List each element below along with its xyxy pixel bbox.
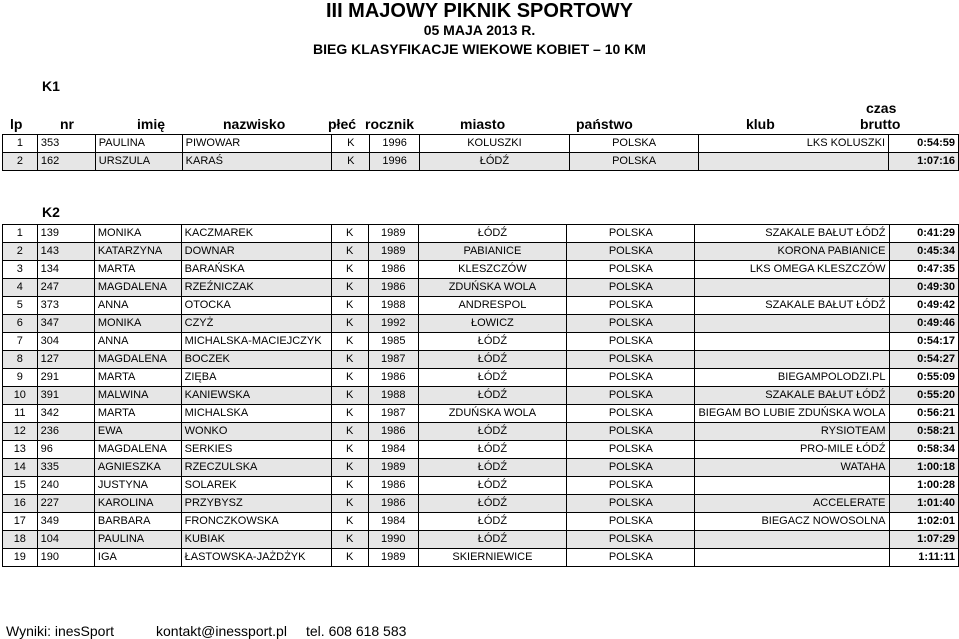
cell-lp: 6 [3,315,38,333]
cell-czas: 1:00:28 [889,477,958,495]
cell-lp: 4 [3,279,38,297]
cell-nazwisko: RZEŹNICZAK [181,279,331,297]
cell-czas: 0:41:29 [889,225,958,243]
page-title: III MAJOWY PIKNIK SPORTOWY [325,0,634,22]
cell-czas: 1:07:16 [889,153,959,171]
cell-plec: K [331,315,368,333]
cell-miasto: ZDUŃSKA WOLA [418,405,567,423]
cell-czas: 1:00:18 [889,459,958,477]
cell-nazwisko: KARAŚ [182,153,332,171]
cell-imie: MARTA [94,405,181,423]
cell-nr: 335 [37,459,94,477]
cell-rocznik: 1988 [368,297,418,315]
header-imie: imię [137,116,166,132]
cell-plec: K [332,135,370,153]
cell-panstwo: POLSKA [567,225,695,243]
cell-nazwisko: BOCZEK [181,351,331,369]
cell-klub [695,315,889,333]
cell-klub [695,477,889,495]
cell-nr: 134 [37,261,94,279]
cell-panstwo: POLSKA [567,369,695,387]
cell-panstwo: POLSKA [567,333,695,351]
cell-rocznik: 1987 [368,351,418,369]
cell-nr: 240 [37,477,94,495]
cell-nr: 373 [37,297,94,315]
cell-rocznik: 1989 [368,225,418,243]
cell-klub [695,279,889,297]
table-row [3,261,959,279]
cell-nazwisko: ZIĘBA [181,369,331,387]
cell-klub: SZAKALE BAŁUT ŁÓDŹ [695,225,889,243]
cell-nazwisko: PIWOWAR [182,135,332,153]
table-row [3,351,959,369]
cell-rocznik: 1986 [368,369,418,387]
cell-panstwo: POLSKA [567,459,695,477]
cell-miasto: ŁÓDŹ [418,387,567,405]
cell-plec: K [331,513,368,531]
cell-nazwisko: MICHALSKA-MACIEJCZYK [181,333,331,351]
cell-rocznik: 1989 [368,549,418,567]
cell-lp: 2 [3,243,38,261]
cell-klub: SZAKALE BAŁUT ŁÓDŹ [695,297,889,315]
header-klub: klub [746,116,775,132]
cell-miasto: ŁÓDŹ [418,495,567,513]
cell-lp: 2 [3,153,38,171]
cell-nr: 304 [37,333,94,351]
cell-lp: 3 [3,261,38,279]
cell-nr: 127 [37,351,94,369]
cell-panstwo: POLSKA [567,315,695,333]
cell-klub: WATAHA [695,459,889,477]
table-row [3,549,959,567]
footer-results-by: Wyniki: inesSport [6,623,115,639]
cell-panstwo: POLSKA [567,351,695,369]
cell-miasto: ŁÓDŹ [418,333,567,351]
cell-czas: 0:58:21 [889,423,958,441]
cell-panstwo: POLSKA [567,279,695,297]
cell-nazwisko: KACZMAREK [181,225,331,243]
cell-rocznik: 1986 [368,279,418,297]
cell-panstwo: POLSKA [567,441,695,459]
cell-rocznik: 1996 [370,135,420,153]
cell-nazwisko: SERKIES [181,441,331,459]
cell-lp: 12 [3,423,38,441]
table-row [3,333,959,351]
cell-lp: 15 [3,477,38,495]
cell-nazwisko: KANIEWSKA [181,387,331,405]
cell-imie: ANNA [94,297,181,315]
cell-plec: K [331,261,368,279]
table-row [3,495,959,513]
cell-czas: 0:54:17 [889,333,958,351]
cell-panstwo: POLSKA [567,531,695,549]
cell-klub: SZAKALE BAŁUT ŁÓDŹ [695,387,889,405]
cell-panstwo: POLSKA [569,135,699,153]
table-row [3,315,959,333]
cell-plec: K [331,225,368,243]
cell-plec: K [331,297,368,315]
cell-nazwisko: CZYŻ [181,315,331,333]
cell-plec: K [331,459,368,477]
cell-miasto: ŁÓDŹ [418,423,567,441]
cell-nazwisko: KUBIAK [181,531,331,549]
cell-imie: MAGDALENA [94,441,181,459]
cell-plec: K [331,369,368,387]
header-czas: czas [866,100,897,116]
cell-nazwisko: PRZYBYSZ [181,495,331,513]
cell-klub: BIEGACZ NOWOSOLNA [695,513,889,531]
cell-plec: K [331,477,368,495]
cell-imie: KATARZYNA [94,243,181,261]
cell-nr: 236 [37,423,94,441]
header-rocznik: rocznik [365,116,415,132]
header-panstwo: państwo [576,116,633,132]
cell-panstwo: POLSKA [567,297,695,315]
table-row [3,513,959,531]
cell-plec: K [331,387,368,405]
cell-plec: K [331,531,368,549]
cell-nazwisko: SOLAREK [181,477,331,495]
cell-czas: 0:49:30 [889,279,958,297]
cell-czas: 1:01:40 [889,495,958,513]
cell-nr: 104 [37,531,94,549]
table-row [3,531,959,549]
results-table-k1 [2,134,959,171]
cell-rocznik: 1986 [368,261,418,279]
cell-plec: K [331,441,368,459]
results-table-k2 [2,224,959,567]
cell-czas: 0:58:34 [889,441,958,459]
cell-klub [695,531,889,549]
cell-lp: 13 [3,441,38,459]
cell-panstwo: POLSKA [567,243,695,261]
cell-rocznik: 1989 [368,459,418,477]
table-row [3,369,959,387]
cell-klub: LKS KOLUSZKI [699,135,889,153]
table-row [3,297,959,315]
cell-rocznik: 1989 [368,243,418,261]
cell-nr: 353 [37,135,95,153]
cell-miasto: ŁÓDŹ [420,153,570,171]
cell-plec: K [331,405,368,423]
table-row [3,423,959,441]
cell-imie: MONIKA [94,225,181,243]
cell-czas: 1:02:01 [889,513,958,531]
cell-czas: 1:11:11 [889,549,958,567]
cell-klub: PRO-MILE ŁÓDŹ [695,441,889,459]
cell-miasto: PABIANICE [418,243,567,261]
cell-klub: BIEGAM BO LUBIE ZDUŃSKA WOLA [695,405,889,423]
cell-miasto: ŁÓDŹ [418,459,567,477]
cell-imie: MALWINA [94,387,181,405]
cell-lp: 19 [3,549,38,567]
cell-czas: 0:54:59 [889,135,959,153]
cell-lp: 9 [3,369,38,387]
cell-panstwo: POLSKA [567,513,695,531]
cell-rocznik: 1986 [368,423,418,441]
table-row [3,135,959,153]
cell-imie: URSZULA [95,153,182,171]
cell-klub: KORONA PABIANICE [695,243,889,261]
page-subtitle: BIEG KLASYFIKACJE WIEKOWE KOBIET – 10 KM [313,41,646,57]
cell-nr: 342 [37,405,94,423]
cell-czas: 0:55:20 [889,387,958,405]
cell-lp: 16 [3,495,38,513]
cell-panstwo: POLSKA [567,495,695,513]
cell-rocznik: 1987 [368,405,418,423]
table-row [3,225,959,243]
cell-czas: 0:55:09 [889,369,958,387]
cell-czas: 0:45:34 [889,243,958,261]
cell-czas: 0:54:27 [889,351,958,369]
cell-czas: 1:07:29 [889,531,958,549]
cell-miasto: ŁOWICZ [418,315,567,333]
cell-miasto: KLESZCZÓW [418,261,567,279]
cell-miasto: ŁÓDŹ [418,477,567,495]
cell-panstwo: POLSKA [567,405,695,423]
header-lp: lp [10,116,23,132]
cell-rocznik: 1990 [368,531,418,549]
cell-plec: K [331,333,368,351]
cell-plec: K [331,279,368,297]
cell-miasto: SKIERNIEWICE [418,549,567,567]
cell-nazwisko: WONKO [181,423,331,441]
cell-klub: ACCELERATE [695,495,889,513]
cell-imie: KAROLINA [94,495,181,513]
cell-miasto: KOLUSZKI [420,135,570,153]
table-row [3,405,959,423]
cell-panstwo: POLSKA [569,153,699,171]
cell-lp: 17 [3,513,38,531]
cell-panstwo: POLSKA [567,549,695,567]
header-brutto: brutto [860,116,901,132]
cell-nr: 227 [37,495,94,513]
cell-lp: 10 [3,387,38,405]
cell-miasto: ANDRESPOL [418,297,567,315]
cell-rocznik: 1985 [368,333,418,351]
cell-nazwisko: RZECZULSKA [181,459,331,477]
cell-rocznik: 1984 [368,441,418,459]
cell-nr: 247 [37,279,94,297]
header-nr: nr [60,116,74,132]
table-row [3,279,959,297]
cell-nr: 349 [37,513,94,531]
cell-klub: BIEGAMPOLODZI.PL [695,369,889,387]
cell-lp: 8 [3,351,38,369]
cell-imie: PAULINA [95,135,182,153]
cell-miasto: ŁÓDŹ [418,351,567,369]
cell-klub: LKS OMEGA KLESZCZÓW [695,261,889,279]
cell-nr: 162 [37,153,95,171]
cell-lp: 14 [3,459,38,477]
cell-miasto: ŁÓDŹ [418,441,567,459]
cell-klub [695,333,889,351]
cell-imie: MONIKA [94,315,181,333]
cell-miasto: ŁÓDŹ [418,225,567,243]
cell-lp: 5 [3,297,38,315]
table-row [3,477,959,495]
cell-klub [695,549,889,567]
table-row [3,387,959,405]
cell-lp: 18 [3,531,38,549]
cell-rocznik: 1986 [368,495,418,513]
header-nazwisko: nazwisko [223,116,286,132]
table-row [3,153,959,171]
cell-klub [699,153,889,171]
cell-plec: K [331,351,368,369]
cell-nazwisko: ŁASTOWSKA-JAŻDŻYK [181,549,331,567]
cell-lp: 7 [3,333,38,351]
cell-panstwo: POLSKA [567,261,695,279]
cell-czas: 0:49:46 [889,315,958,333]
cell-miasto: ŁÓDŹ [418,513,567,531]
cell-imie: MAGDALENA [94,351,181,369]
cell-miasto: ŁÓDŹ [418,369,567,387]
cell-imie: EWA [94,423,181,441]
cell-klub [695,351,889,369]
cell-czas: 0:56:21 [889,405,958,423]
cell-nr: 291 [37,369,94,387]
cell-rocznik: 1986 [368,477,418,495]
cell-rocznik: 1992 [368,315,418,333]
cell-rocznik: 1988 [368,387,418,405]
category-k1-label: K1 [42,78,60,94]
table-row [3,441,959,459]
cell-plec: K [331,423,368,441]
header-plec: płeć [328,116,357,132]
category-k2-label: K2 [42,204,60,220]
cell-czas: 0:47:35 [889,261,958,279]
cell-panstwo: POLSKA [567,423,695,441]
table-row [3,243,959,261]
cell-czas: 0:49:42 [889,297,958,315]
cell-nazwisko: MICHALSKA [181,405,331,423]
cell-imie: JUSTYNA [94,477,181,495]
cell-nazwisko: OTOCKA [181,297,331,315]
cell-nazwisko: BARAŃSKA [181,261,331,279]
cell-nr: 391 [37,387,94,405]
cell-lp: 1 [3,225,38,243]
cell-miasto: ZDUŃSKA WOLA [418,279,567,297]
cell-panstwo: POLSKA [567,477,695,495]
cell-miasto: ŁÓDŹ [418,531,567,549]
cell-nr: 143 [37,243,94,261]
cell-imie: IGA [94,549,181,567]
cell-plec: K [331,495,368,513]
cell-nr: 96 [37,441,94,459]
cell-imie: MAGDALENA [94,279,181,297]
header-miasto: miasto [460,116,506,132]
cell-imie: PAULINA [94,531,181,549]
cell-nr: 190 [37,549,94,567]
cell-imie: ANNA [94,333,181,351]
cell-imie: AGNIESZKA [94,459,181,477]
footer-contact-email[interactable]: kontakt@inessport.pl [156,623,287,639]
cell-nazwisko: FRONCZKOWSKA [181,513,331,531]
cell-lp: 11 [3,405,38,423]
cell-rocznik: 1996 [370,153,420,171]
cell-plec: K [331,549,368,567]
cell-nr: 347 [37,315,94,333]
cell-nazwisko: DOWNAR [181,243,331,261]
cell-lp: 1 [3,135,38,153]
cell-plec: K [332,153,370,171]
cell-rocznik: 1984 [368,513,418,531]
cell-nr: 139 [37,225,94,243]
event-date: 05 MAJA 2013 R. [423,22,536,38]
footer-phone: tel. 608 618 583 [306,623,407,639]
cell-klub: RYSIOTEAM [695,423,889,441]
cell-imie: BARBARA [94,513,181,531]
cell-imie: MARTA [94,369,181,387]
cell-panstwo: POLSKA [567,387,695,405]
cell-imie: MARTA [94,261,181,279]
cell-plec: K [331,243,368,261]
table-row [3,459,959,477]
